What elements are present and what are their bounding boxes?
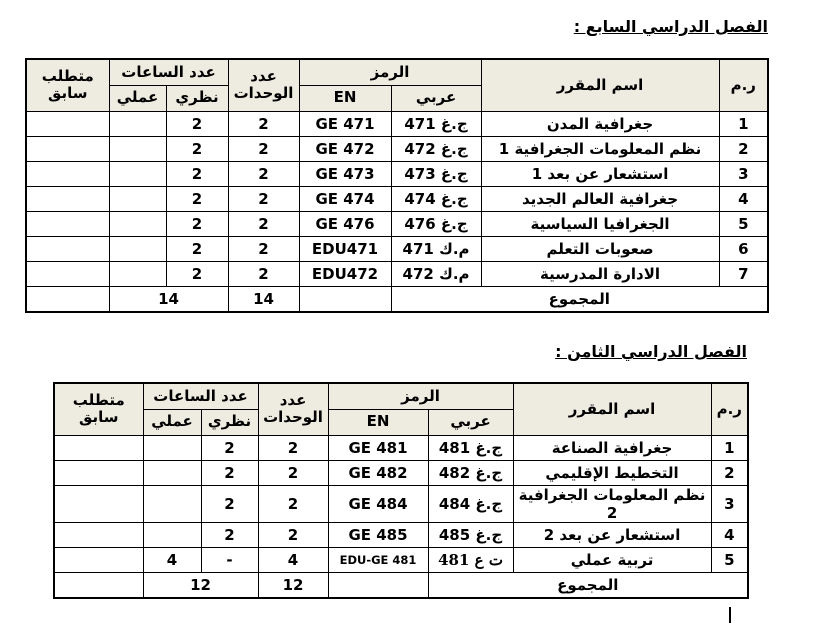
header-units: عدد الوحدات bbox=[258, 383, 328, 435]
cell-code-arabic: ج.غ 485 bbox=[428, 522, 513, 547]
cell-units: 2 bbox=[228, 111, 299, 136]
cell-row-number: 2 bbox=[719, 136, 768, 161]
total-prerequisite-empty bbox=[54, 572, 143, 598]
cell-prerequisite bbox=[54, 547, 143, 572]
total-label: المجموع bbox=[391, 286, 768, 312]
cell-row-number: 1 bbox=[711, 435, 748, 460]
cell-code-arabic: ج.غ 473 bbox=[391, 161, 481, 186]
cell-course-name: الادارة المدرسية bbox=[481, 261, 719, 286]
cell-code-arabic: ج.غ 482 bbox=[428, 460, 513, 485]
cell-practical-hours bbox=[109, 136, 166, 161]
cell-practical-hours bbox=[109, 161, 166, 186]
header-row-number: ر.م bbox=[711, 383, 748, 435]
cell-code-arabic: ج.غ 481 bbox=[428, 435, 513, 460]
header-code-arabic: عربي bbox=[428, 409, 513, 435]
cell-code-en: GE 471 bbox=[299, 111, 391, 136]
table-row bbox=[26, 186, 768, 211]
cell-prerequisite bbox=[54, 485, 143, 522]
header-theory: نظري bbox=[166, 85, 228, 111]
cell-course-name: جغرافية المدن bbox=[481, 111, 719, 136]
cell-units: 2 bbox=[228, 211, 299, 236]
cell-row-number: 2 bbox=[711, 460, 748, 485]
cell-units: 2 bbox=[258, 435, 328, 460]
table-row bbox=[26, 261, 768, 286]
cell-code-arabic: ج.غ 474 bbox=[391, 186, 481, 211]
header-practical: عملي bbox=[143, 409, 201, 435]
cell-row-number: 5 bbox=[711, 547, 748, 572]
cell-code-en: EDU471 bbox=[299, 236, 391, 261]
header-code-arabic: عربي bbox=[391, 85, 481, 111]
cell-practical-hours bbox=[143, 485, 201, 522]
cell-course-name: التخطيط الإقليمي bbox=[513, 460, 711, 485]
cell-units: 2 bbox=[258, 485, 328, 522]
semester-7-total-row bbox=[26, 286, 768, 312]
cell-code-en: GE 474 bbox=[299, 186, 391, 211]
semester-7-table-header bbox=[26, 59, 768, 111]
table-row bbox=[54, 547, 748, 572]
cell-theory-hours: 2 bbox=[166, 261, 228, 286]
cell-theory-hours: 2 bbox=[166, 186, 228, 211]
header-prerequisite: متطلب سابق bbox=[54, 383, 143, 435]
cell-course-name: صعوبات التعلم bbox=[481, 236, 719, 261]
cell-theory-hours: 2 bbox=[201, 435, 258, 460]
cell-theory-hours: 2 bbox=[166, 211, 228, 236]
cell-prerequisite bbox=[26, 186, 109, 211]
total-units: 12 bbox=[258, 572, 328, 598]
cell-prerequisite bbox=[26, 111, 109, 136]
cell-prerequisite bbox=[54, 460, 143, 485]
cell-theory-hours: 2 bbox=[166, 161, 228, 186]
total-hours: 14 bbox=[109, 286, 228, 312]
header-code-en: EN bbox=[328, 409, 428, 435]
cell-course-name: نظم المعلومات الجغرافية 1 bbox=[481, 136, 719, 161]
cell-practical-hours bbox=[143, 460, 201, 485]
table-row bbox=[54, 485, 748, 522]
cell-code-arabic: ج.غ 472 bbox=[391, 136, 481, 161]
semester-8-total-row bbox=[54, 572, 748, 598]
header-hours: عدد الساعات bbox=[109, 59, 228, 85]
header-course-name: اسم المقرر bbox=[513, 383, 711, 435]
table-row bbox=[26, 111, 768, 136]
cell-course-name: جغرافية العالم الجديد bbox=[481, 186, 719, 211]
header-code: الرمز bbox=[328, 383, 513, 409]
header-code: الرمز bbox=[299, 59, 481, 85]
total-hours: 12 bbox=[143, 572, 258, 598]
cell-code-arabic: م.ك 472 bbox=[391, 261, 481, 286]
cell-course-name: تربية عملي bbox=[513, 547, 711, 572]
cell-units: 2 bbox=[258, 522, 328, 547]
cell-code-en: EDU472 bbox=[299, 261, 391, 286]
cell-units: 2 bbox=[228, 186, 299, 211]
cell-code-en: GE 484 bbox=[328, 485, 428, 522]
cell-practical-hours bbox=[109, 111, 166, 136]
cell-units: 4 bbox=[258, 547, 328, 572]
semester-8-table bbox=[53, 382, 749, 599]
cell-prerequisite bbox=[26, 261, 109, 286]
cell-code-en: GE 473 bbox=[299, 161, 391, 186]
cell-course-name: نظم المعلومات الجغرافية 2 bbox=[513, 485, 711, 522]
table-row bbox=[26, 211, 768, 236]
cell-row-number: 5 bbox=[719, 211, 768, 236]
cell-code-en: GE 482 bbox=[328, 460, 428, 485]
cell-course-name: جغرافية الصناعة bbox=[513, 435, 711, 460]
total-prerequisite-empty bbox=[26, 286, 109, 312]
cell-prerequisite bbox=[26, 136, 109, 161]
cell-code-arabic: ج.غ 476 bbox=[391, 211, 481, 236]
cell-code-en: GE 485 bbox=[328, 522, 428, 547]
cell-row-number: 4 bbox=[719, 186, 768, 211]
cell-units: 2 bbox=[228, 261, 299, 286]
cell-course-name: استشعار عن بعد 1 bbox=[481, 161, 719, 186]
cell-course-name: استشعار عن بعد 2 bbox=[513, 522, 711, 547]
cell-practical-hours bbox=[143, 435, 201, 460]
cell-code-en: EDU-GE 481 bbox=[328, 547, 428, 572]
header-row-number: ر.م bbox=[719, 59, 768, 111]
header-theory: نظري bbox=[201, 409, 258, 435]
cell-theory-hours: - bbox=[201, 547, 258, 572]
total-label: المجموع bbox=[428, 572, 748, 598]
cell-theory-hours: 2 bbox=[201, 485, 258, 522]
table-row bbox=[54, 435, 748, 460]
cell-practical-hours bbox=[143, 522, 201, 547]
cell-code-en: GE 481 bbox=[328, 435, 428, 460]
cell-course-name: الجغرافيا السياسية bbox=[481, 211, 719, 236]
cell-prerequisite bbox=[26, 236, 109, 261]
header-practical: عملي bbox=[109, 85, 166, 111]
cell-row-number: 7 bbox=[719, 261, 768, 286]
cell-code-en: GE 472 bbox=[299, 136, 391, 161]
semester-7-title: الفصل الدراسي السابع : bbox=[573, 17, 768, 36]
cell-prerequisite bbox=[26, 161, 109, 186]
cell-row-number: 6 bbox=[719, 236, 768, 261]
cell-units: 2 bbox=[258, 460, 328, 485]
cell-row-number: 1 bbox=[719, 111, 768, 136]
semester-8-title: الفصل الدراسي الثامن : bbox=[555, 342, 747, 361]
cell-row-number: 3 bbox=[719, 161, 768, 186]
cell-code-arabic: ج.غ 471 bbox=[391, 111, 481, 136]
cell-practical-hours bbox=[109, 261, 166, 286]
total-code-en-empty bbox=[299, 286, 391, 312]
cell-prerequisite bbox=[54, 522, 143, 547]
cell-theory-hours: 2 bbox=[166, 136, 228, 161]
cell-units: 2 bbox=[228, 236, 299, 261]
semester-8-table-header bbox=[54, 383, 748, 435]
total-code-en-empty bbox=[328, 572, 428, 598]
header-prerequisite: متطلب سابق bbox=[26, 59, 109, 111]
cell-practical-hours bbox=[109, 211, 166, 236]
cell-theory-hours: 2 bbox=[166, 111, 228, 136]
cell-row-number: 3 bbox=[711, 485, 748, 522]
cell-code-arabic: م.ك 471 bbox=[391, 236, 481, 261]
cell-practical-hours bbox=[109, 236, 166, 261]
cell-row-number: 4 bbox=[711, 522, 748, 547]
total-units: 14 bbox=[228, 286, 299, 312]
cell-practical-hours bbox=[109, 186, 166, 211]
cell-code-arabic: ت ع 481 bbox=[428, 547, 513, 572]
header-hours: عدد الساعات bbox=[143, 383, 258, 409]
table-row bbox=[54, 460, 748, 485]
header-units: عدد الوحدات bbox=[228, 59, 299, 111]
table-row bbox=[26, 161, 768, 186]
cell-prerequisite bbox=[26, 211, 109, 236]
cell-theory-hours: 2 bbox=[166, 236, 228, 261]
cell-code-en: GE 476 bbox=[299, 211, 391, 236]
text-cursor bbox=[729, 607, 731, 623]
cell-theory-hours: 2 bbox=[201, 522, 258, 547]
header-code-en: EN bbox=[299, 85, 391, 111]
table-row bbox=[26, 236, 768, 261]
cell-theory-hours: 2 bbox=[201, 460, 258, 485]
cell-prerequisite bbox=[54, 435, 143, 460]
semester-7-table bbox=[25, 58, 769, 313]
cell-practical-hours: 4 bbox=[143, 547, 201, 572]
header-course-name: اسم المقرر bbox=[481, 59, 719, 111]
table-row bbox=[26, 136, 768, 161]
cell-code-arabic: ج.غ 484 bbox=[428, 485, 513, 522]
cell-units: 2 bbox=[228, 136, 299, 161]
cell-units: 2 bbox=[228, 161, 299, 186]
table-row bbox=[54, 522, 748, 547]
